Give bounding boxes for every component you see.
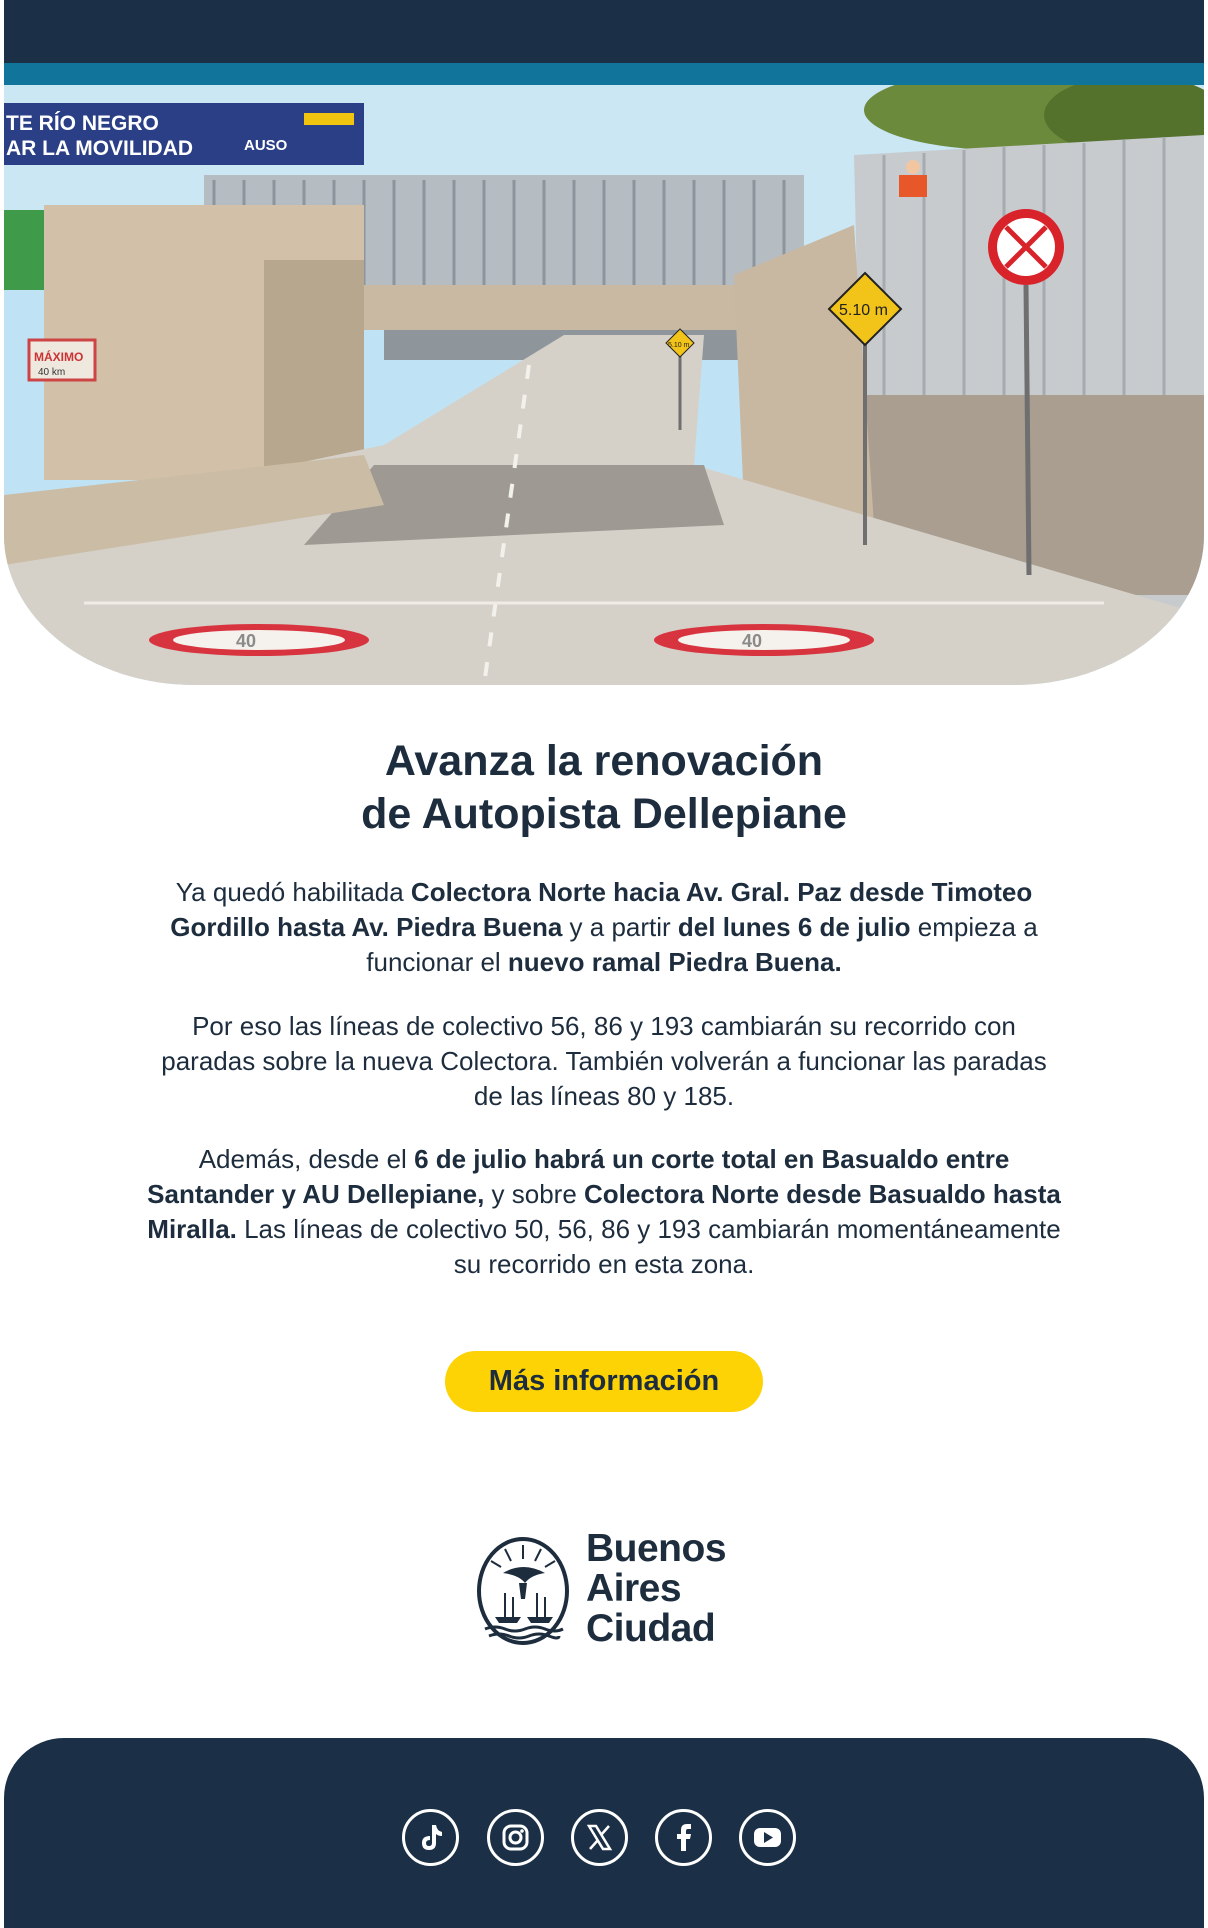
p3-bold-1: 6 de julio habrá un corte total en Basualdo entre Santander y AU Dellepiane, — [147, 1144, 1010, 1209]
facebook-link[interactable] — [655, 1809, 712, 1866]
tiktok-link[interactable] — [402, 1809, 459, 1866]
x-icon — [574, 1812, 625, 1863]
p3-text-1: Además, desde el — [198, 1144, 415, 1174]
city-seal-icon — [475, 1535, 571, 1647]
p3-bold-2: Colectora Norte desde Basualdo hasta Miralla. — [147, 1179, 1061, 1244]
p3-text-2: y sobre — [484, 1179, 585, 1209]
instagram-link[interactable] — [487, 1809, 544, 1866]
title-line-1: Avanza la renovación — [384, 737, 824, 785]
tiktok-icon — [405, 1812, 456, 1863]
logo-line-2: Aires — [586, 1567, 682, 1610]
hero-image — [4, 85, 1204, 685]
instagram-icon — [490, 1812, 541, 1863]
logo-line-3: Ciudad — [586, 1607, 716, 1650]
road-speed-left: 40 — [236, 631, 257, 651]
top-header-bar — [4, 0, 1204, 63]
max-sign-text: MÁXIMO — [34, 350, 84, 364]
p1-text-1: Ya quedó habilitada — [175, 877, 411, 907]
p1-text-2: y a partir — [562, 912, 678, 942]
social-links — [402, 1809, 802, 1869]
banner-brand: AUSO — [244, 137, 288, 154]
more-info-button[interactable]: Más información — [445, 1351, 763, 1412]
banner-line1: TE RÍO NEGRO — [6, 112, 159, 135]
paragraph-3 — [144, 1142, 1064, 1282]
banner-line2: AR LA MOVILIDAD — [6, 137, 194, 160]
facebook-icon — [658, 1812, 709, 1863]
paragraph-2: Por eso las líneas de colectivo 56, 86 y 193 cambiarán su recorrido con paradas sobre la nueva Colectora. También volverán a funcionar las paradas de las líneas 80 y 185. — [161, 1011, 1047, 1111]
p1-bold-2: del lunes 6 de julio — [677, 912, 911, 942]
p1-bold-3: nuevo ramal Piedra Buena. — [507, 947, 842, 977]
p1-bold-1: Colectora Norte hacia Av. Gral. Paz desde Timoteo Gordillo hasta Av. Piedra Buena — [170, 877, 1033, 942]
youtube-icon — [742, 1812, 793, 1863]
title-line-2: de Autopista Dellepiane — [361, 790, 847, 838]
p3-text-3: Las líneas de colectivo 50, 56, 86 y 193 cambiarán momentáneamente su recorrido en esta zona. — [236, 1214, 1061, 1279]
p1-text-3: empieza a funcionar el — [366, 912, 1038, 977]
x-link[interactable] — [571, 1809, 628, 1866]
logo-wordmark — [586, 1529, 726, 1649]
small-height-sign-text: 5.10 m — [668, 342, 690, 349]
road-speed-right: 40 — [742, 631, 763, 651]
email-body — [4, 0, 1204, 1928]
youtube-link[interactable] — [739, 1809, 796, 1866]
height-sign-text: 5.10 m — [839, 302, 888, 319]
footer — [4, 1738, 1204, 1928]
highway-photo — [4, 85, 1204, 685]
max-sign-value: 40 km — [38, 367, 66, 378]
paragraph-1 — [144, 875, 1064, 980]
page-title — [4, 735, 1204, 841]
buenos-aires-ciudad-logo[interactable] — [475, 1529, 745, 1654]
accent-stripe — [4, 63, 1204, 85]
logo-line-1: Buenos — [586, 1527, 727, 1570]
